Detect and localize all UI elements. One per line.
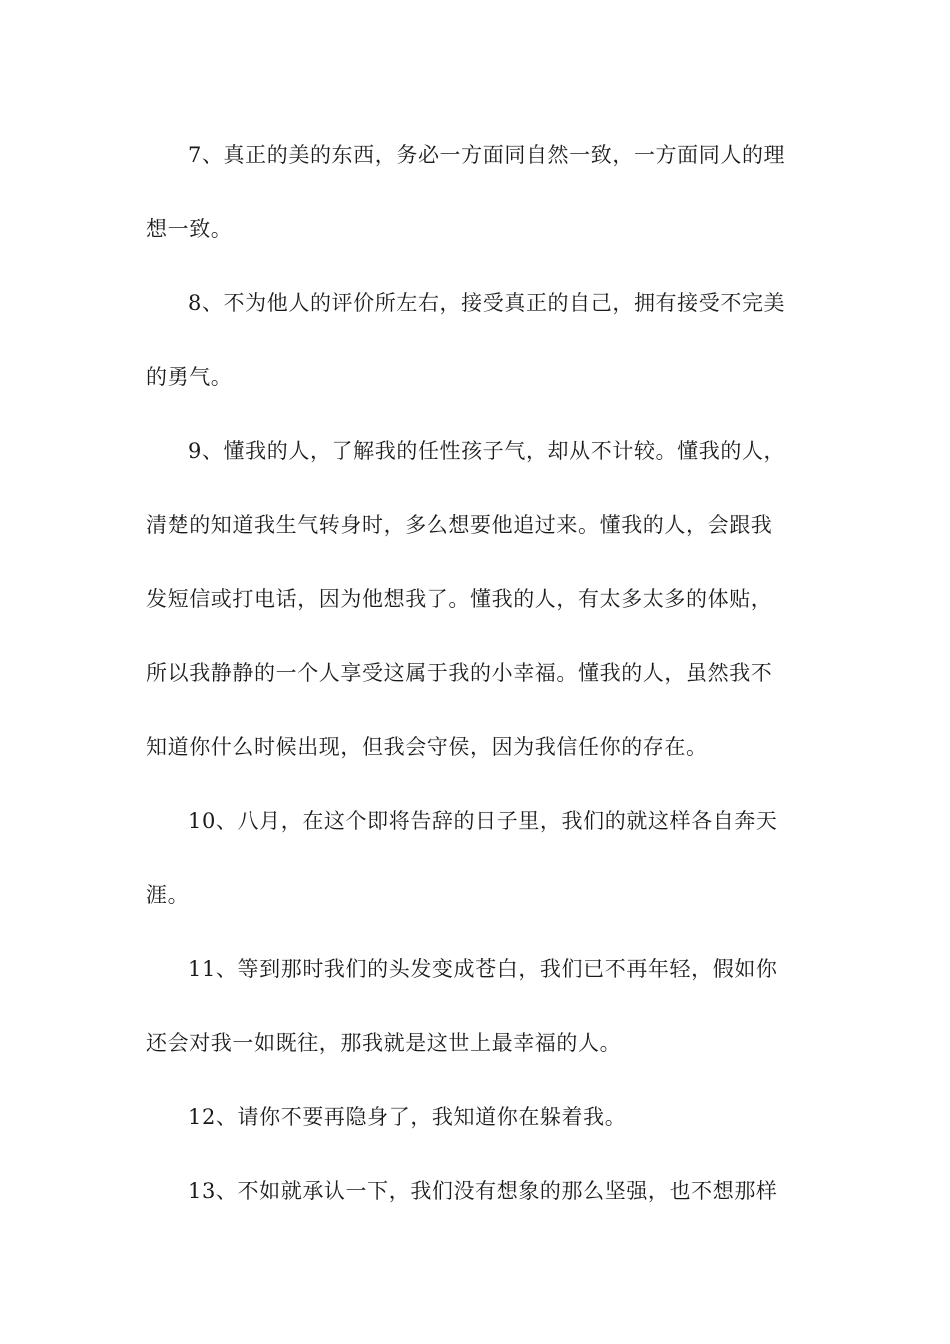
- item-9-line-3: 发短信或打电话，因为他想我了。懂我的人，有太多太多的体贴，: [146, 587, 773, 611]
- item-7-line-2: 想一致。: [146, 217, 233, 241]
- item-11-line-2: 还会对我一如既往，那我就是这世上最幸福的人。: [146, 1031, 622, 1055]
- item-7-line-1: 7、真正的美的东西，务必一方面同自然一致，一方面同人的理: [188, 143, 786, 167]
- item-9-line-1: 9、懂我的人，了解我的任性孩子气，却从不计较。懂我的人，: [188, 439, 786, 463]
- item-13-line-1: 13、不如就承认一下，我们没有想象的那么坚强，也不想那样: [188, 1179, 778, 1203]
- item-8-line-1: 8、不为他人的评价所左右，接受真正的自己，拥有接受不完美: [188, 291, 786, 315]
- item-10-line-2: 涯。: [146, 883, 190, 907]
- item-9-line-4: 所以我静静的一个人享受这属于我的小幸福。懂我的人，虽然我不: [146, 661, 773, 685]
- item-10-line-1: 10、八月，在这个即将告辞的日子里，我们的就这样各自奔天: [188, 809, 778, 833]
- item-9-line-5: 知道你什么时候出现，但我会守侯，因为我信任你的存在。: [146, 735, 708, 759]
- item-12-line-1: 12、请你不要再隐身了，我知道你在躲着我。: [188, 1105, 627, 1129]
- item-8-line-2: 的勇气。: [146, 365, 233, 389]
- item-9-line-2: 清楚的知道我生气转身时，多么想要他追过来。懂我的人，会跟我: [146, 513, 773, 537]
- document-body: [146, 118, 810, 1228]
- item-11-line-1: 11、等到那时我们的头发变成苍白，我们已不再年轻，假如你: [188, 957, 778, 981]
